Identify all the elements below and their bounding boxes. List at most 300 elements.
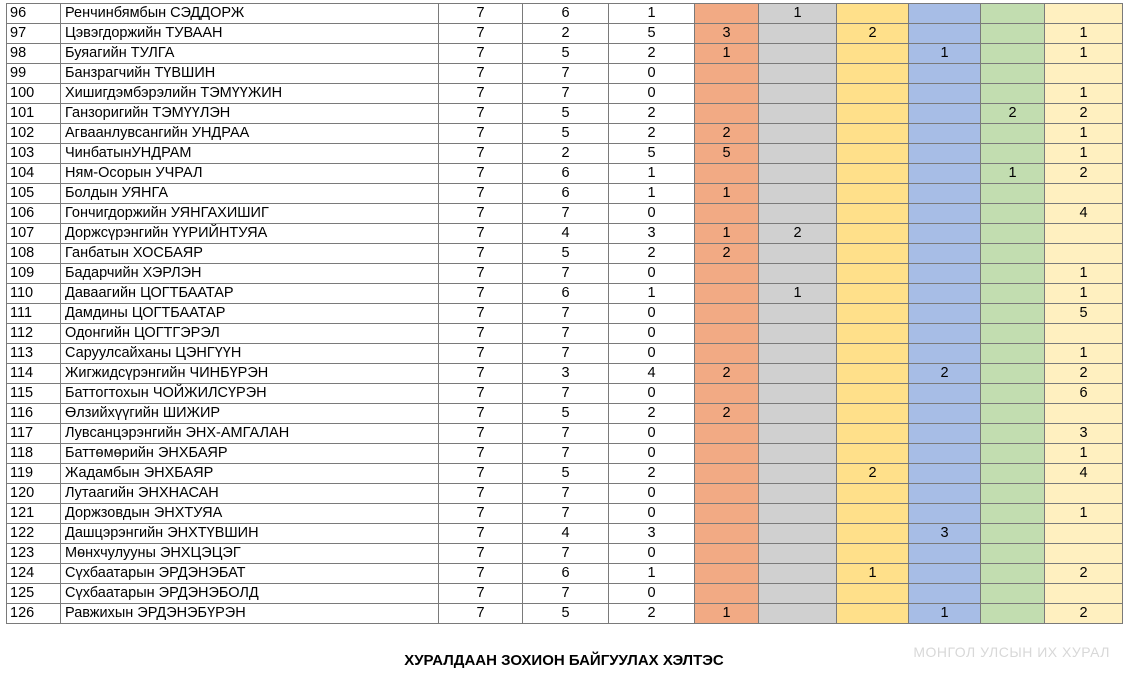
row-number-cell: 123 (7, 544, 61, 564)
category-1-cell (695, 304, 759, 324)
absent-cell: 0 (609, 204, 695, 224)
attended-cell: 5 (523, 44, 609, 64)
category-5-cell (981, 464, 1045, 484)
attended-cell: 5 (523, 604, 609, 624)
category-5-cell (981, 144, 1045, 164)
category-2-cell (759, 604, 837, 624)
absent-cell: 2 (609, 104, 695, 124)
category-5-cell (981, 544, 1045, 564)
table-row (7, 504, 1123, 524)
total-cell: 7 (439, 344, 523, 364)
absent-cell: 1 (609, 284, 695, 304)
row-number-cell: 106 (7, 204, 61, 224)
category-2-cell (759, 44, 837, 64)
member-name-cell: Саруулсайханы ЦЭНГҮҮН (61, 344, 439, 364)
absent-cell: 0 (609, 324, 695, 344)
category-6-cell (1045, 524, 1123, 544)
table-row (7, 4, 1123, 24)
member-name-cell: Буяагийн ТУЛГА (61, 44, 439, 64)
table-row (7, 164, 1123, 184)
absent-cell: 0 (609, 444, 695, 464)
total-cell: 7 (439, 404, 523, 424)
table-row (7, 444, 1123, 464)
absent-cell: 5 (609, 24, 695, 44)
category-1-cell (695, 424, 759, 444)
total-cell: 7 (439, 244, 523, 264)
category-4-cell (909, 24, 981, 44)
attended-cell: 7 (523, 384, 609, 404)
category-2-cell (759, 84, 837, 104)
category-1-cell (695, 384, 759, 404)
absent-cell: 2 (609, 464, 695, 484)
member-name-cell: Дашцэрэнгийн ЭНХТҮВШИН (61, 524, 439, 544)
category-5-cell (981, 64, 1045, 84)
member-name-cell: Агваанлувсангийн УНДРАА (61, 124, 439, 144)
attended-cell: 5 (523, 244, 609, 264)
table-row (7, 204, 1123, 224)
row-number-cell: 119 (7, 464, 61, 484)
category-4-cell (909, 264, 981, 284)
category-4-cell (909, 144, 981, 164)
total-cell: 7 (439, 104, 523, 124)
category-2-cell (759, 244, 837, 264)
row-number-cell: 124 (7, 564, 61, 584)
category-4-cell (909, 124, 981, 144)
total-cell: 7 (439, 464, 523, 484)
category-5-cell (981, 244, 1045, 264)
category-3-cell (837, 584, 909, 604)
category-3-cell: 2 (837, 464, 909, 484)
category-4-cell (909, 344, 981, 364)
category-6-cell: 2 (1045, 164, 1123, 184)
row-number-cell: 116 (7, 404, 61, 424)
attended-cell: 4 (523, 224, 609, 244)
total-cell: 7 (439, 324, 523, 344)
member-name-cell: Ням-Осорын УЧРАЛ (61, 164, 439, 184)
category-5-cell (981, 324, 1045, 344)
category-5-cell (981, 404, 1045, 424)
category-2-cell (759, 64, 837, 84)
category-6-cell: 5 (1045, 304, 1123, 324)
attended-cell: 7 (523, 444, 609, 464)
table-row (7, 344, 1123, 364)
watermark-text: МОНГОЛ УЛСЫН ИХ ХУРАЛ (913, 644, 1110, 660)
category-5-cell (981, 524, 1045, 544)
category-2-cell (759, 164, 837, 184)
category-3-cell (837, 504, 909, 524)
category-2-cell (759, 384, 837, 404)
category-4-cell (909, 544, 981, 564)
row-number-cell: 105 (7, 184, 61, 204)
category-4-cell (909, 324, 981, 344)
attended-cell: 6 (523, 564, 609, 584)
attended-cell: 2 (523, 24, 609, 44)
attended-cell: 4 (523, 524, 609, 544)
category-2-cell (759, 424, 837, 444)
row-number-cell: 108 (7, 244, 61, 264)
category-3-cell (837, 604, 909, 624)
category-2-cell (759, 124, 837, 144)
category-1-cell (695, 484, 759, 504)
member-name-cell: Ганзоригийн ТЭМҮҮЛЭН (61, 104, 439, 124)
category-3-cell (837, 184, 909, 204)
category-5-cell (981, 584, 1045, 604)
category-1-cell (695, 564, 759, 584)
category-4-cell: 3 (909, 524, 981, 544)
total-cell: 7 (439, 224, 523, 244)
attended-cell: 7 (523, 544, 609, 564)
category-2-cell (759, 204, 837, 224)
category-5-cell (981, 4, 1045, 24)
member-name-cell: Жадамбын ЭНХБАЯР (61, 464, 439, 484)
category-2-cell (759, 584, 837, 604)
row-number-cell: 121 (7, 504, 61, 524)
total-cell: 7 (439, 264, 523, 284)
absent-cell: 3 (609, 224, 695, 244)
category-6-cell (1045, 64, 1123, 84)
category-2-cell (759, 444, 837, 464)
category-6-cell (1045, 244, 1123, 264)
category-3-cell (837, 484, 909, 504)
category-1-cell (695, 544, 759, 564)
category-6-cell (1045, 404, 1123, 424)
category-4-cell (909, 284, 981, 304)
row-number-cell: 125 (7, 584, 61, 604)
category-6-cell (1045, 484, 1123, 504)
attended-cell: 5 (523, 404, 609, 424)
total-cell: 7 (439, 144, 523, 164)
category-2-cell (759, 524, 837, 544)
member-name-cell: Даваагийн ЦОГТБААТАР (61, 284, 439, 304)
total-cell: 7 (439, 524, 523, 544)
category-1-cell: 1 (695, 184, 759, 204)
category-4-cell (909, 504, 981, 524)
category-2-cell: 1 (759, 4, 837, 24)
category-2-cell (759, 344, 837, 364)
category-1-cell (695, 584, 759, 604)
category-2-cell (759, 104, 837, 124)
total-cell: 7 (439, 24, 523, 44)
category-4-cell (909, 304, 981, 324)
attended-cell: 7 (523, 584, 609, 604)
table-row (7, 584, 1123, 604)
category-2-cell: 2 (759, 224, 837, 244)
category-2-cell (759, 484, 837, 504)
row-number-cell: 112 (7, 324, 61, 344)
category-1-cell: 2 (695, 124, 759, 144)
category-6-cell: 1 (1045, 44, 1123, 64)
absent-cell: 0 (609, 64, 695, 84)
row-number-cell: 107 (7, 224, 61, 244)
row-number-cell: 122 (7, 524, 61, 544)
table-row (7, 184, 1123, 204)
category-6-cell (1045, 224, 1123, 244)
member-name-cell: Дамдины ЦОГТБААТАР (61, 304, 439, 324)
absent-cell: 0 (609, 264, 695, 284)
category-5-cell: 1 (981, 164, 1045, 184)
category-4-cell (909, 104, 981, 124)
member-name-cell: Баттогтохын ЧОЙЖИЛСҮРЭН (61, 384, 439, 404)
attended-cell: 6 (523, 164, 609, 184)
category-6-cell (1045, 4, 1123, 24)
category-1-cell (695, 504, 759, 524)
category-3-cell (837, 44, 909, 64)
category-3-cell (837, 204, 909, 224)
member-name-cell: Цэвэгдоржийн ТУВААН (61, 24, 439, 44)
category-6-cell: 1 (1045, 444, 1123, 464)
category-6-cell: 1 (1045, 144, 1123, 164)
absent-cell: 0 (609, 424, 695, 444)
category-2-cell (759, 564, 837, 584)
category-5-cell (981, 204, 1045, 224)
category-6-cell: 1 (1045, 24, 1123, 44)
category-2-cell: 1 (759, 284, 837, 304)
category-3-cell: 1 (837, 564, 909, 584)
table-row (7, 64, 1123, 84)
total-cell: 7 (439, 444, 523, 464)
category-3-cell (837, 224, 909, 244)
total-cell: 7 (439, 364, 523, 384)
attended-cell: 6 (523, 184, 609, 204)
absent-cell: 1 (609, 184, 695, 204)
table-row (7, 604, 1123, 624)
category-1-cell (695, 64, 759, 84)
category-4-cell (909, 244, 981, 264)
category-1-cell (695, 204, 759, 224)
total-cell: 7 (439, 604, 523, 624)
category-5-cell: 2 (981, 104, 1045, 124)
category-4-cell (909, 464, 981, 484)
category-3-cell (837, 104, 909, 124)
attended-cell: 7 (523, 204, 609, 224)
total-cell: 7 (439, 304, 523, 324)
absent-cell: 2 (609, 124, 695, 144)
category-1-cell (695, 324, 759, 344)
category-3-cell (837, 264, 909, 284)
attended-cell: 5 (523, 464, 609, 484)
absent-cell: 0 (609, 384, 695, 404)
category-3-cell (837, 244, 909, 264)
category-5-cell (981, 504, 1045, 524)
table-row (7, 224, 1123, 244)
absent-cell: 0 (609, 304, 695, 324)
category-3-cell (837, 64, 909, 84)
category-3-cell (837, 424, 909, 444)
category-2-cell (759, 24, 837, 44)
table-row (7, 544, 1123, 564)
table-row (7, 104, 1123, 124)
member-name-cell: Ганбатын ХОСБАЯР (61, 244, 439, 264)
category-4-cell (909, 64, 981, 84)
member-name-cell: Өлзийхүүгийн ШИЖИР (61, 404, 439, 424)
absent-cell: 1 (609, 4, 695, 24)
absent-cell: 0 (609, 544, 695, 564)
member-name-cell: Одонгийн ЦОГТГЭРЭЛ (61, 324, 439, 344)
attended-cell: 7 (523, 424, 609, 444)
category-1-cell: 2 (695, 404, 759, 424)
category-1-cell: 1 (695, 604, 759, 624)
category-5-cell (981, 44, 1045, 64)
category-4-cell (909, 4, 981, 24)
category-1-cell: 2 (695, 364, 759, 384)
row-number-cell: 113 (7, 344, 61, 364)
category-5-cell (981, 304, 1045, 324)
absent-cell: 2 (609, 604, 695, 624)
member-name-cell: Болдын УЯНГА (61, 184, 439, 204)
row-number-cell: 97 (7, 24, 61, 44)
total-cell: 7 (439, 544, 523, 564)
category-6-cell: 1 (1045, 344, 1123, 364)
member-name-cell: Мөнхчулууны ЭНХЦЭЦЭГ (61, 544, 439, 564)
category-6-cell: 1 (1045, 284, 1123, 304)
category-3-cell (837, 284, 909, 304)
category-3-cell (837, 84, 909, 104)
attended-cell: 7 (523, 264, 609, 284)
member-name-cell: Банзрагчийн ТҮВШИН (61, 64, 439, 84)
total-cell: 7 (439, 164, 523, 184)
absent-cell: 3 (609, 524, 695, 544)
absent-cell: 0 (609, 484, 695, 504)
table-row (7, 244, 1123, 264)
member-table (6, 3, 1123, 624)
absent-cell: 0 (609, 584, 695, 604)
total-cell: 7 (439, 424, 523, 444)
category-6-cell: 6 (1045, 384, 1123, 404)
absent-cell: 2 (609, 44, 695, 64)
attended-cell: 7 (523, 64, 609, 84)
category-6-cell (1045, 184, 1123, 204)
table-row (7, 264, 1123, 284)
category-5-cell (981, 364, 1045, 384)
category-6-cell: 1 (1045, 504, 1123, 524)
category-1-cell (695, 464, 759, 484)
row-number-cell: 118 (7, 444, 61, 464)
category-5-cell (981, 604, 1045, 624)
category-2-cell (759, 404, 837, 424)
category-3-cell (837, 324, 909, 344)
category-4-cell (909, 384, 981, 404)
absent-cell: 4 (609, 364, 695, 384)
category-4-cell (909, 444, 981, 464)
category-1-cell: 5 (695, 144, 759, 164)
category-5-cell (981, 444, 1045, 464)
row-number-cell: 102 (7, 124, 61, 144)
category-2-cell (759, 464, 837, 484)
category-3-cell (837, 124, 909, 144)
category-1-cell (695, 444, 759, 464)
category-6-cell: 4 (1045, 464, 1123, 484)
category-1-cell: 2 (695, 244, 759, 264)
total-cell: 7 (439, 64, 523, 84)
category-4-cell: 1 (909, 44, 981, 64)
category-1-cell (695, 84, 759, 104)
category-6-cell (1045, 544, 1123, 564)
row-number-cell: 126 (7, 604, 61, 624)
table-row (7, 564, 1123, 584)
category-4-cell (909, 184, 981, 204)
attended-cell: 7 (523, 484, 609, 504)
attended-cell: 6 (523, 284, 609, 304)
absent-cell: 0 (609, 504, 695, 524)
total-cell: 7 (439, 204, 523, 224)
category-6-cell: 2 (1045, 564, 1123, 584)
row-number-cell: 114 (7, 364, 61, 384)
category-2-cell (759, 364, 837, 384)
absent-cell: 2 (609, 404, 695, 424)
row-number-cell: 111 (7, 304, 61, 324)
category-5-cell (981, 264, 1045, 284)
category-1-cell (695, 284, 759, 304)
category-3-cell (837, 384, 909, 404)
total-cell: 7 (439, 44, 523, 64)
absent-cell: 0 (609, 84, 695, 104)
absent-cell: 5 (609, 144, 695, 164)
row-number-cell: 103 (7, 144, 61, 164)
attended-cell: 3 (523, 364, 609, 384)
category-6-cell: 2 (1045, 364, 1123, 384)
member-name-cell: Сүхбаатарын ЭРДЭНЭБАТ (61, 564, 439, 584)
table-row (7, 44, 1123, 64)
category-3-cell (837, 544, 909, 564)
absent-cell: 1 (609, 164, 695, 184)
category-1-cell (695, 104, 759, 124)
category-2-cell (759, 504, 837, 524)
category-6-cell: 1 (1045, 264, 1123, 284)
category-6-cell: 1 (1045, 84, 1123, 104)
total-cell: 7 (439, 564, 523, 584)
attended-cell: 7 (523, 84, 609, 104)
row-number-cell: 109 (7, 264, 61, 284)
table-row (7, 324, 1123, 344)
category-5-cell (981, 184, 1045, 204)
category-5-cell (981, 24, 1045, 44)
category-5-cell (981, 224, 1045, 244)
member-name-cell: Баттөмөрийн ЭНХБАЯР (61, 444, 439, 464)
attended-cell: 2 (523, 144, 609, 164)
category-3-cell (837, 444, 909, 464)
category-5-cell (981, 384, 1045, 404)
table-row (7, 364, 1123, 384)
category-2-cell (759, 544, 837, 564)
category-5-cell (981, 344, 1045, 364)
table-row (7, 424, 1123, 444)
table-row (7, 284, 1123, 304)
row-number-cell: 117 (7, 424, 61, 444)
table-row (7, 384, 1123, 404)
category-3-cell (837, 304, 909, 324)
category-1-cell (695, 4, 759, 24)
member-name-cell: Гончигдоржийн УЯНГАХИШИГ (61, 204, 439, 224)
total-cell: 7 (439, 484, 523, 504)
category-4-cell (909, 224, 981, 244)
category-5-cell (981, 424, 1045, 444)
table-row (7, 144, 1123, 164)
member-name-cell: Лувсанцэрэнгийн ЭНХ-АМГАЛАН (61, 424, 439, 444)
category-2-cell (759, 304, 837, 324)
attended-cell: 7 (523, 324, 609, 344)
category-3-cell (837, 4, 909, 24)
category-3-cell (837, 404, 909, 424)
attended-cell: 7 (523, 304, 609, 324)
category-4-cell: 1 (909, 604, 981, 624)
category-4-cell (909, 584, 981, 604)
category-4-cell (909, 424, 981, 444)
row-number-cell: 120 (7, 484, 61, 504)
member-name-cell: Доржсүрэнгийн ҮҮРИЙНТУЯА (61, 224, 439, 244)
row-number-cell: 99 (7, 64, 61, 84)
member-name-cell: Ренчинбямбын СЭДДОРЖ (61, 4, 439, 24)
category-4-cell (909, 204, 981, 224)
